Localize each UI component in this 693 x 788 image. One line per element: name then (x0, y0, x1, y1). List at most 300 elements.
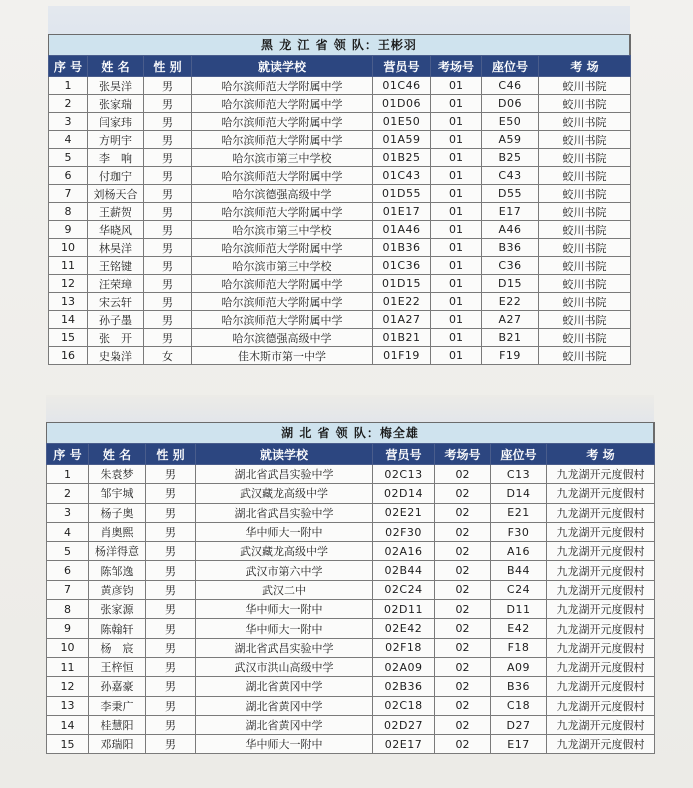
cell-school: 哈尔滨德强高级中学 (192, 185, 373, 203)
cell-venue: 九龙湖开元度假村 (547, 542, 655, 561)
cell-seq: 7 (47, 580, 89, 599)
cell-room-no: 02 (435, 465, 491, 484)
cell-venue: 九龙湖开元度假村 (547, 465, 655, 484)
cell-gender: 男 (146, 580, 196, 599)
cell-camper-id: 01E17 (373, 203, 431, 221)
cell-venue: 九龙湖开元度假村 (547, 561, 655, 580)
cell-school: 哈尔滨师范大学附属中学 (192, 77, 373, 95)
cell-venue: 九龙湖开元度假村 (547, 600, 655, 619)
cell-seat-no: A16 (491, 542, 547, 561)
cell-school: 哈尔滨师范大学附属中学 (192, 167, 373, 185)
cell-school: 华中师大一附中 (196, 619, 373, 638)
cell-seq: 4 (49, 131, 88, 149)
cell-seat-no: D06 (482, 95, 539, 113)
cell-school: 华中师大一附中 (196, 600, 373, 619)
cell-seat-no: E22 (482, 293, 539, 311)
cell-seq: 14 (47, 715, 89, 734)
cell-name: 付珈宁 (88, 167, 144, 185)
cell-name: 史枭洋 (88, 347, 144, 365)
cell-gender: 男 (144, 131, 192, 149)
cell-name: 孙嘉豪 (89, 677, 146, 696)
header-row (49, 56, 631, 77)
cell-seq: 8 (49, 203, 88, 221)
cell-venue: 九龙湖开元度假村 (547, 657, 655, 676)
cell-seq: 2 (47, 484, 89, 503)
cell-seq: 10 (49, 239, 88, 257)
col-header-gender: 性 别 (146, 444, 196, 465)
cell-camper-id: 02D27 (373, 715, 435, 734)
cell-seq: 4 (47, 522, 89, 541)
cell-venue: 蛟川书院 (539, 347, 631, 365)
cell-seat-no: D14 (491, 484, 547, 503)
cell-name: 王梓恒 (89, 657, 146, 676)
cell-room-no: 01 (431, 347, 482, 365)
col-header-school: 就读学校 (196, 444, 373, 465)
cell-room-no: 02 (435, 522, 491, 541)
cell-name: 邓瑞阳 (89, 735, 146, 754)
cell-gender: 男 (144, 203, 192, 221)
cell-seq: 13 (47, 696, 89, 715)
cell-seq: 9 (47, 619, 89, 638)
col-header-camper-id: 营员号 (373, 56, 431, 77)
cell-room-no: 02 (435, 735, 491, 754)
cell-gender: 男 (146, 677, 196, 696)
table-row (47, 465, 655, 484)
cell-seq: 14 (49, 311, 88, 329)
heilongjiang-table (48, 34, 631, 365)
cell-room-no: 01 (431, 203, 482, 221)
cell-seq: 5 (47, 542, 89, 561)
cell-gender: 男 (146, 465, 196, 484)
table-row (47, 715, 655, 734)
cell-name: 桂慧阳 (89, 715, 146, 734)
cell-camper-id: 02C24 (373, 580, 435, 599)
cell-gender: 男 (144, 185, 192, 203)
cell-name: 汪荣璋 (88, 275, 144, 293)
cell-room-no: 02 (435, 484, 491, 503)
cell-school: 湖北省武昌实验中学 (196, 503, 373, 522)
cell-name: 张家瑞 (88, 95, 144, 113)
hubei-table (46, 422, 655, 754)
cell-camper-id: 01B25 (373, 149, 431, 167)
cell-seat-no: C18 (491, 696, 547, 715)
cell-seat-no: C43 (482, 167, 539, 185)
cell-seat-no: E17 (491, 735, 547, 754)
cell-venue: 蛟川书院 (539, 329, 631, 347)
cell-venue: 蛟川书院 (539, 203, 631, 221)
cell-gender: 男 (146, 735, 196, 754)
cell-school: 哈尔滨师范大学附属中学 (192, 203, 373, 221)
cell-venue: 蛟川书院 (539, 167, 631, 185)
cell-camper-id: 02F30 (373, 522, 435, 541)
cell-seq: 11 (47, 657, 89, 676)
table-row (49, 185, 631, 203)
cell-gender: 男 (146, 600, 196, 619)
cell-venue: 九龙湖开元度假村 (547, 580, 655, 599)
section-gap (46, 395, 654, 422)
cell-gender: 男 (144, 113, 192, 131)
cell-seat-no: A59 (482, 131, 539, 149)
cell-seq: 12 (49, 275, 88, 293)
cell-camper-id: 02E17 (373, 735, 435, 754)
cell-name: 杨洋得意 (89, 542, 146, 561)
cell-venue: 蛟川书院 (539, 311, 631, 329)
hubei-banner: 湖 北 省 领 队：梅全雄 (46, 422, 654, 443)
cell-seat-no: B25 (482, 149, 539, 167)
cell-gender: 男 (146, 715, 196, 734)
cell-gender: 男 (144, 257, 192, 275)
cell-venue: 蛟川书院 (539, 95, 631, 113)
table-row (49, 329, 631, 347)
cell-room-no: 01 (431, 131, 482, 149)
cell-gender: 男 (144, 293, 192, 311)
cell-seat-no: D55 (482, 185, 539, 203)
cell-seat-no: C13 (491, 465, 547, 484)
cell-school: 湖北省黄冈中学 (196, 677, 373, 696)
table-row (49, 203, 631, 221)
cell-camper-id: 01E22 (373, 293, 431, 311)
cell-camper-id: 01E50 (373, 113, 431, 131)
cell-seq: 7 (49, 185, 88, 203)
cell-camper-id: 02B36 (373, 677, 435, 696)
cell-seat-no: F30 (491, 522, 547, 541)
col-header-seq: 序 号 (49, 56, 88, 77)
cell-seat-no: D15 (482, 275, 539, 293)
cell-seq: 3 (47, 503, 89, 522)
cell-seat-no: D11 (491, 600, 547, 619)
cell-school: 华中师大一附中 (196, 735, 373, 754)
table-row (49, 293, 631, 311)
table-row (49, 77, 631, 95)
cell-room-no: 02 (435, 638, 491, 657)
cell-name: 张昊洋 (88, 77, 144, 95)
cell-seq: 2 (49, 95, 88, 113)
table-row (49, 347, 631, 365)
cell-room-no: 02 (435, 657, 491, 676)
cell-seat-no: E50 (482, 113, 539, 131)
cell-gender: 男 (146, 484, 196, 503)
cell-name: 闫家玮 (88, 113, 144, 131)
table-row (47, 542, 655, 561)
cell-seat-no: C36 (482, 257, 539, 275)
cell-gender: 男 (144, 275, 192, 293)
table-row (49, 275, 631, 293)
cell-room-no: 01 (431, 113, 482, 131)
cell-school: 哈尔滨师范大学附属中学 (192, 293, 373, 311)
cell-school: 湖北省武昌实验中学 (196, 638, 373, 657)
cell-seat-no: A09 (491, 657, 547, 676)
cell-room-no: 02 (435, 677, 491, 696)
heilongjiang-roster (48, 55, 631, 365)
table-row (47, 561, 655, 580)
cell-venue: 蛟川书院 (539, 77, 631, 95)
cell-seq: 12 (47, 677, 89, 696)
cell-seat-no: A46 (482, 221, 539, 239)
cell-venue: 蛟川书院 (539, 149, 631, 167)
cell-gender: 男 (144, 311, 192, 329)
cell-name: 杨子奥 (89, 503, 146, 522)
col-header-name: 姓 名 (89, 444, 146, 465)
cell-venue: 九龙湖开元度假村 (547, 696, 655, 715)
cell-room-no: 02 (435, 696, 491, 715)
table-row (49, 167, 631, 185)
cell-gender: 男 (144, 77, 192, 95)
cell-school: 武汉藏龙高级中学 (196, 542, 373, 561)
col-header-venue: 考 场 (547, 444, 655, 465)
cell-seat-no: C46 (482, 77, 539, 95)
cell-venue: 蛟川书院 (539, 293, 631, 311)
cell-room-no: 02 (435, 542, 491, 561)
cell-gender: 男 (146, 561, 196, 580)
table-row (47, 600, 655, 619)
table-row (47, 696, 655, 715)
cell-school: 哈尔滨师范大学附属中学 (192, 113, 373, 131)
cell-seq: 10 (47, 638, 89, 657)
cell-room-no: 02 (435, 600, 491, 619)
cell-camper-id: 02D11 (373, 600, 435, 619)
cell-camper-id: 01D15 (373, 275, 431, 293)
cell-gender: 男 (146, 542, 196, 561)
cell-venue: 九龙湖开元度假村 (547, 522, 655, 541)
col-header-room-no: 考场号 (435, 444, 491, 465)
cell-camper-id: 02A09 (373, 657, 435, 676)
cell-school: 哈尔滨师范大学附属中学 (192, 239, 373, 257)
cell-camper-id: 01B21 (373, 329, 431, 347)
cell-gender: 男 (146, 638, 196, 657)
cell-camper-id: 02E21 (373, 503, 435, 522)
cell-name: 黄彦钧 (89, 580, 146, 599)
cell-school: 武汉市洪山高级中学 (196, 657, 373, 676)
cell-camper-id: 01A46 (373, 221, 431, 239)
cell-seat-no: F19 (482, 347, 539, 365)
cell-school: 哈尔滨师范大学附属中学 (192, 275, 373, 293)
cell-name: 孙子墨 (88, 311, 144, 329)
table-row (47, 484, 655, 503)
cell-camper-id: 01A59 (373, 131, 431, 149)
cell-name: 杨 宸 (89, 638, 146, 657)
cell-name: 朱袁梦 (89, 465, 146, 484)
header-row (47, 444, 655, 465)
cell-room-no: 01 (431, 293, 482, 311)
cell-seat-no: F18 (491, 638, 547, 657)
cell-camper-id: 02F18 (373, 638, 435, 657)
cell-room-no: 02 (435, 503, 491, 522)
cell-camper-id: 01D55 (373, 185, 431, 203)
col-header-venue: 考 场 (539, 56, 631, 77)
cell-seq: 13 (49, 293, 88, 311)
cell-venue: 蛟川书院 (539, 185, 631, 203)
cell-school: 哈尔滨市第三中学校 (192, 221, 373, 239)
cell-camper-id: 02D14 (373, 484, 435, 503)
cell-room-no: 01 (431, 239, 482, 257)
cell-camper-id: 02E42 (373, 619, 435, 638)
cell-room-no: 01 (431, 275, 482, 293)
cell-name: 刘杨天合 (88, 185, 144, 203)
cell-name: 邹宇城 (89, 484, 146, 503)
table-row (47, 677, 655, 696)
cell-venue: 九龙湖开元度假村 (547, 503, 655, 522)
table-row (47, 580, 655, 599)
cell-school: 哈尔滨市第三中学校 (192, 257, 373, 275)
cell-camper-id: 01A27 (373, 311, 431, 329)
table-row (49, 257, 631, 275)
cell-seat-no: C24 (491, 580, 547, 599)
table-row (47, 657, 655, 676)
cell-seq: 1 (49, 77, 88, 95)
table-row (49, 221, 631, 239)
cell-school: 哈尔滨市第三中学校 (192, 149, 373, 167)
cell-seat-no: E17 (482, 203, 539, 221)
cell-gender: 男 (146, 503, 196, 522)
cell-seq: 1 (47, 465, 89, 484)
cell-name: 王薪贺 (88, 203, 144, 221)
cell-name: 李 响 (88, 149, 144, 167)
cell-seat-no: E42 (491, 619, 547, 638)
cell-seat-no: A27 (482, 311, 539, 329)
cell-name: 张家源 (89, 600, 146, 619)
cell-camper-id: 02B44 (373, 561, 435, 580)
col-header-seat-no: 座位号 (482, 56, 539, 77)
table-row (49, 131, 631, 149)
col-header-gender: 性 别 (144, 56, 192, 77)
cell-room-no: 02 (435, 715, 491, 734)
cell-gender: 男 (144, 221, 192, 239)
cell-venue: 九龙湖开元度假村 (547, 619, 655, 638)
cell-venue: 蛟川书院 (539, 239, 631, 257)
cell-name: 宋云轩 (88, 293, 144, 311)
cell-school: 武汉二中 (196, 580, 373, 599)
cell-gender: 男 (146, 657, 196, 676)
table-row (47, 522, 655, 541)
cell-camper-id: 01B36 (373, 239, 431, 257)
cell-seq: 15 (47, 735, 89, 754)
cell-school: 武汉藏龙高级中学 (196, 484, 373, 503)
table-row (49, 311, 631, 329)
cell-camper-id: 01F19 (373, 347, 431, 365)
cell-room-no: 01 (431, 311, 482, 329)
cell-seq: 15 (49, 329, 88, 347)
cell-venue: 蛟川书院 (539, 257, 631, 275)
cell-school: 哈尔滨德强高级中学 (192, 329, 373, 347)
cell-name: 陈邹逸 (89, 561, 146, 580)
table-row (47, 638, 655, 657)
cell-seq: 8 (47, 600, 89, 619)
cell-seq: 6 (49, 167, 88, 185)
cell-seq: 16 (49, 347, 88, 365)
cell-name: 李秉广 (89, 696, 146, 715)
cell-name: 陈翰轩 (89, 619, 146, 638)
cell-school: 哈尔滨师范大学附属中学 (192, 131, 373, 149)
cell-venue: 蛟川书院 (539, 221, 631, 239)
cell-school: 哈尔滨师范大学附属中学 (192, 311, 373, 329)
cell-venue: 蛟川书院 (539, 113, 631, 131)
header-strip (48, 6, 630, 34)
cell-room-no: 01 (431, 221, 482, 239)
cell-seat-no: B44 (491, 561, 547, 580)
hubei-roster (46, 443, 655, 754)
cell-name: 方明宇 (88, 131, 144, 149)
cell-venue: 九龙湖开元度假村 (547, 715, 655, 734)
cell-room-no: 01 (431, 77, 482, 95)
cell-venue: 蛟川书院 (539, 131, 631, 149)
cell-venue: 九龙湖开元度假村 (547, 484, 655, 503)
cell-venue: 蛟川书院 (539, 275, 631, 293)
table-row (47, 735, 655, 754)
heilongjiang-banner: 黑 龙 江 省 领 队：王彬羽 (48, 34, 630, 55)
cell-seq: 11 (49, 257, 88, 275)
table-row (49, 239, 631, 257)
cell-name: 林昊洋 (88, 239, 144, 257)
cell-camper-id: 01D06 (373, 95, 431, 113)
table-row (49, 149, 631, 167)
cell-seq: 6 (47, 561, 89, 580)
cell-seat-no: D27 (491, 715, 547, 734)
col-header-seat-no: 座位号 (491, 444, 547, 465)
cell-room-no: 02 (435, 561, 491, 580)
cell-gender: 男 (144, 149, 192, 167)
cell-gender: 男 (144, 329, 192, 347)
cell-room-no: 01 (431, 329, 482, 347)
cell-room-no: 01 (431, 257, 482, 275)
cell-seat-no: B36 (491, 677, 547, 696)
table-row (47, 619, 655, 638)
cell-school: 湖北省黄冈中学 (196, 696, 373, 715)
cell-room-no: 02 (435, 580, 491, 599)
cell-seat-no: B36 (482, 239, 539, 257)
cell-school: 哈尔滨师范大学附属中学 (192, 95, 373, 113)
cell-camper-id: 01C43 (373, 167, 431, 185)
cell-school: 武汉市第六中学 (196, 561, 373, 580)
cell-room-no: 01 (431, 95, 482, 113)
cell-name: 王铭键 (88, 257, 144, 275)
cell-gender: 男 (144, 167, 192, 185)
col-header-seq: 序 号 (47, 444, 89, 465)
cell-seat-no: E21 (491, 503, 547, 522)
cell-gender: 男 (144, 239, 192, 257)
cell-room-no: 01 (431, 149, 482, 167)
cell-gender: 女 (144, 347, 192, 365)
col-header-name: 姓 名 (88, 56, 144, 77)
cell-seq: 9 (49, 221, 88, 239)
col-header-camper-id: 营员号 (373, 444, 435, 465)
table-row (47, 503, 655, 522)
cell-gender: 男 (146, 696, 196, 715)
cell-school: 湖北省黄冈中学 (196, 715, 373, 734)
cell-room-no: 01 (431, 167, 482, 185)
cell-name: 华晓风 (88, 221, 144, 239)
cell-school: 华中师大一附中 (196, 522, 373, 541)
cell-gender: 男 (146, 619, 196, 638)
cell-seq: 3 (49, 113, 88, 131)
col-header-room-no: 考场号 (431, 56, 482, 77)
cell-room-no: 01 (431, 185, 482, 203)
cell-camper-id: 01C46 (373, 77, 431, 95)
cell-camper-id: 02A16 (373, 542, 435, 561)
cell-camper-id: 02C18 (373, 696, 435, 715)
cell-name: 肖奥熙 (89, 522, 146, 541)
cell-seq: 5 (49, 149, 88, 167)
cell-room-no: 02 (435, 619, 491, 638)
cell-camper-id: 02C13 (373, 465, 435, 484)
cell-venue: 九龙湖开元度假村 (547, 735, 655, 754)
cell-school: 湖北省武昌实验中学 (196, 465, 373, 484)
cell-camper-id: 01C36 (373, 257, 431, 275)
cell-gender: 男 (144, 95, 192, 113)
cell-gender: 男 (146, 522, 196, 541)
cell-venue: 九龙湖开元度假村 (547, 638, 655, 657)
table-row (49, 113, 631, 131)
cell-venue: 九龙湖开元度假村 (547, 677, 655, 696)
